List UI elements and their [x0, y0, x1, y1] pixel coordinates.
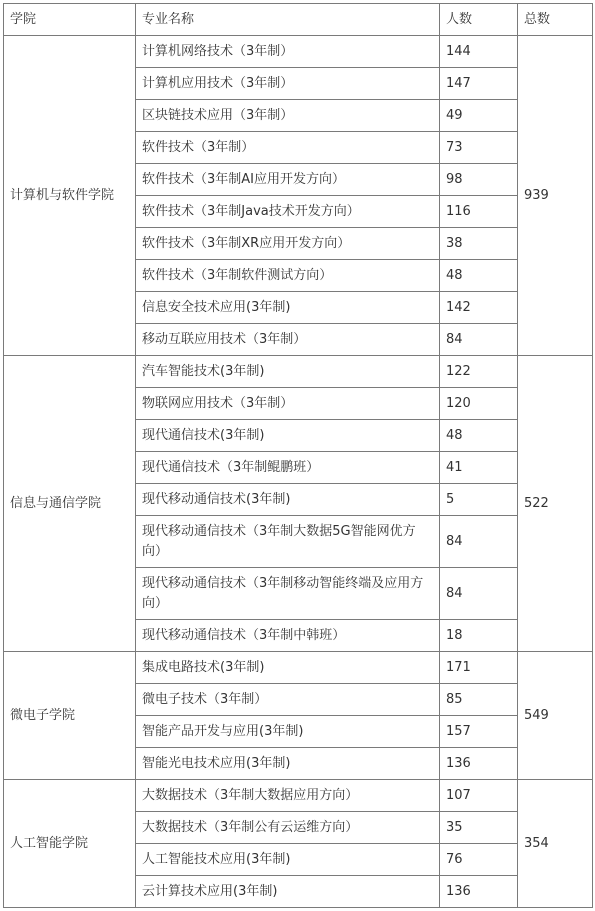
total-cell: 522 [518, 356, 593, 652]
total-cell: 939 [518, 36, 593, 356]
table-row [4, 780, 593, 812]
count-cell: 48 [440, 420, 518, 452]
college-cell: 信息与通信学院 [4, 356, 136, 652]
count-cell: 49 [440, 100, 518, 132]
header-count: 人数 [440, 4, 518, 36]
count-cell: 38 [440, 228, 518, 260]
table-body [4, 36, 593, 908]
major-cell: 智能产品开发与应用(3年制) [136, 716, 440, 748]
count-cell: 122 [440, 356, 518, 388]
major-cell: 区块链技术应用（3年制） [136, 100, 440, 132]
college-cell: 人工智能学院 [4, 780, 136, 908]
count-cell: 5 [440, 484, 518, 516]
count-cell: 136 [440, 748, 518, 780]
major-cell: 软件技术（3年制XR应用开发方向） [136, 228, 440, 260]
header-major: 专业名称 [136, 4, 440, 36]
major-cell: 大数据技术（3年制大数据应用方向） [136, 780, 440, 812]
major-cell: 现代移动通信技术(3年制) [136, 484, 440, 516]
count-cell: 84 [440, 568, 518, 620]
count-cell: 171 [440, 652, 518, 684]
major-cell: 信息安全技术应用(3年制) [136, 292, 440, 324]
major-cell: 智能光电技术应用(3年制) [136, 748, 440, 780]
major-cell: 软件技术（3年制AI应用开发方向） [136, 164, 440, 196]
count-cell: 41 [440, 452, 518, 484]
college-cell: 计算机与软件学院 [4, 36, 136, 356]
major-cell: 计算机应用技术（3年制） [136, 68, 440, 100]
count-cell: 116 [440, 196, 518, 228]
major-cell: 现代通信技术（3年制鲲鹏班） [136, 452, 440, 484]
header-college: 学院 [4, 4, 136, 36]
total-cell: 549 [518, 652, 593, 780]
major-cell: 云计算技术应用(3年制) [136, 876, 440, 908]
count-cell: 48 [440, 260, 518, 292]
total-cell: 354 [518, 780, 593, 908]
major-cell: 微电子技术（3年制） [136, 684, 440, 716]
major-cell: 人工智能技术应用(3年制) [136, 844, 440, 876]
major-cell: 现代移动通信技术（3年制移动智能终端及应用方向） [136, 568, 440, 620]
table-row [4, 356, 593, 388]
count-cell: 142 [440, 292, 518, 324]
major-cell: 软件技术（3年制软件测试方向） [136, 260, 440, 292]
count-cell: 84 [440, 516, 518, 568]
major-cell: 现代通信技术(3年制) [136, 420, 440, 452]
major-cell: 现代移动通信技术（3年制大数据5G智能网优方向） [136, 516, 440, 568]
table-row [4, 36, 593, 68]
count-cell: 85 [440, 684, 518, 716]
college-cell: 微电子学院 [4, 652, 136, 780]
count-cell: 73 [440, 132, 518, 164]
major-cell: 大数据技术（3年制公有云运维方向） [136, 812, 440, 844]
major-cell: 软件技术（3年制Java技术开发方向） [136, 196, 440, 228]
table-header-row [4, 4, 593, 36]
enrollment-table [3, 3, 593, 908]
count-cell: 35 [440, 812, 518, 844]
major-cell: 汽车智能技术(3年制) [136, 356, 440, 388]
count-cell: 18 [440, 620, 518, 652]
major-cell: 集成电路技术(3年制) [136, 652, 440, 684]
count-cell: 136 [440, 876, 518, 908]
count-cell: 157 [440, 716, 518, 748]
major-cell: 计算机网络技术（3年制） [136, 36, 440, 68]
header-total: 总数 [518, 4, 593, 36]
count-cell: 147 [440, 68, 518, 100]
major-cell: 现代移动通信技术（3年制中韩班） [136, 620, 440, 652]
table-row [4, 652, 593, 684]
major-cell: 物联网应用技术（3年制） [136, 388, 440, 420]
major-cell: 软件技术（3年制） [136, 132, 440, 164]
count-cell: 144 [440, 36, 518, 68]
count-cell: 120 [440, 388, 518, 420]
count-cell: 76 [440, 844, 518, 876]
count-cell: 98 [440, 164, 518, 196]
major-cell: 移动互联应用技术（3年制） [136, 324, 440, 356]
count-cell: 84 [440, 324, 518, 356]
count-cell: 107 [440, 780, 518, 812]
